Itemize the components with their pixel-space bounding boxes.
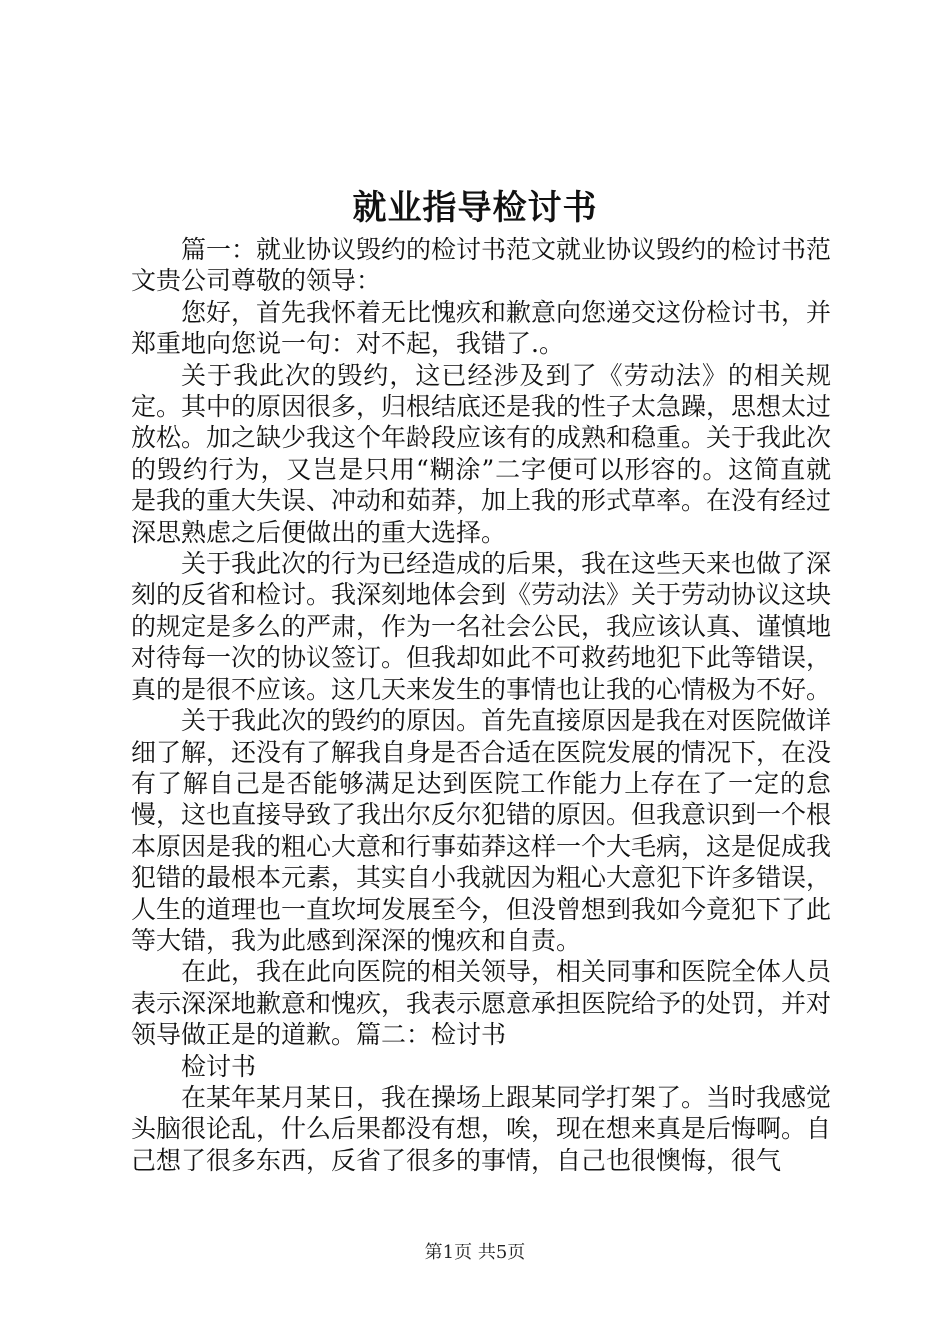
document-body [131,234,831,1176]
page-number-footer: 第1页 共5页 [424,1242,526,1263]
paragraph-3: 关于我此次的毁约，这已经涉及到了《劳动法》的相关规定。其中的原因很多，归根结底还是我的性子太急躁，思想太过放松。加之缺少我这个年龄段应该有的成熟和稳重。关于我此次的毁约行为，又岂是只用“糊涂”二字便可以形容的。这简直就是我的重大失误、冲动和茹莽，加上我的形式草率。在没有经过深思熟虑之后便做出的重大选择。 [131,360,832,547]
document-title: 就业指导检讨书 [352,188,598,228]
paragraph-4: 关于我此次的行为已经造成的后果，我在这些天来也做了深刻的反省和检讨。我深刻地体会到《劳动法》关于劳动协议这块的规定是多么的严肃，作为一名社会公民，我应该认真、谨慎地对待每一次的协议签订。但我却如此不可救药地犯下此等错误，真的是很不应该。这几天来发生的事情也让我的心情极为不好。 [131,549,832,704]
paragraph-1: 篇一：就业协议毁约的检讨书范文就业协议毁约的检讨书范文贵公司尊敬的领导： [131,235,832,296]
paragraph-6: 在此，我在此向医院的相关领导，相关同事和医院全体人员表示深深地歉意和愧疚，我表示愿意承担医院给予的处罚，并对领导做正是的道歉。篇二：检讨书 [131,957,832,1050]
subheading-jiantaoshu: 检讨书 [181,1051,257,1081]
paragraph-2: 您好，首先我怀着无比愧疚和歉意向您递交这份检讨书，并郑重地向您说一句：对不起，我错了.。 [131,297,832,359]
paragraph-7: 在某年某月某日，我在操场上跟某同学打架了。当时我感觉头脑很论乱，什么后果都没有想，唉，现在想来真是后悔啊。自己想了很多东西，反省了很多的事情，自己也很懊悔，很气 [131,1082,832,1175]
paragraph-5: 关于我此次的毁约的原因。首先直接原因是我在对医院做详细了解，还没有了解我自身是否合适在医院发展的情况下，在没有了解自己是否能够满足达到医院工作能力上存在了一定的怠慢，这也直接导致了我出尔反尔犯错的原因。但我意识到一个根本原因是我的粗心大意和行事茹莽这样一个大毛病，这是促成我犯错的最根本元素，其实自小我就因为粗心大意犯下许多错误，人生的道理也一直坎坷发展至今，但没曾想到我如今竟犯下了此等大错，我为此感到深深的愧疚和自责。 [131,706,832,955]
